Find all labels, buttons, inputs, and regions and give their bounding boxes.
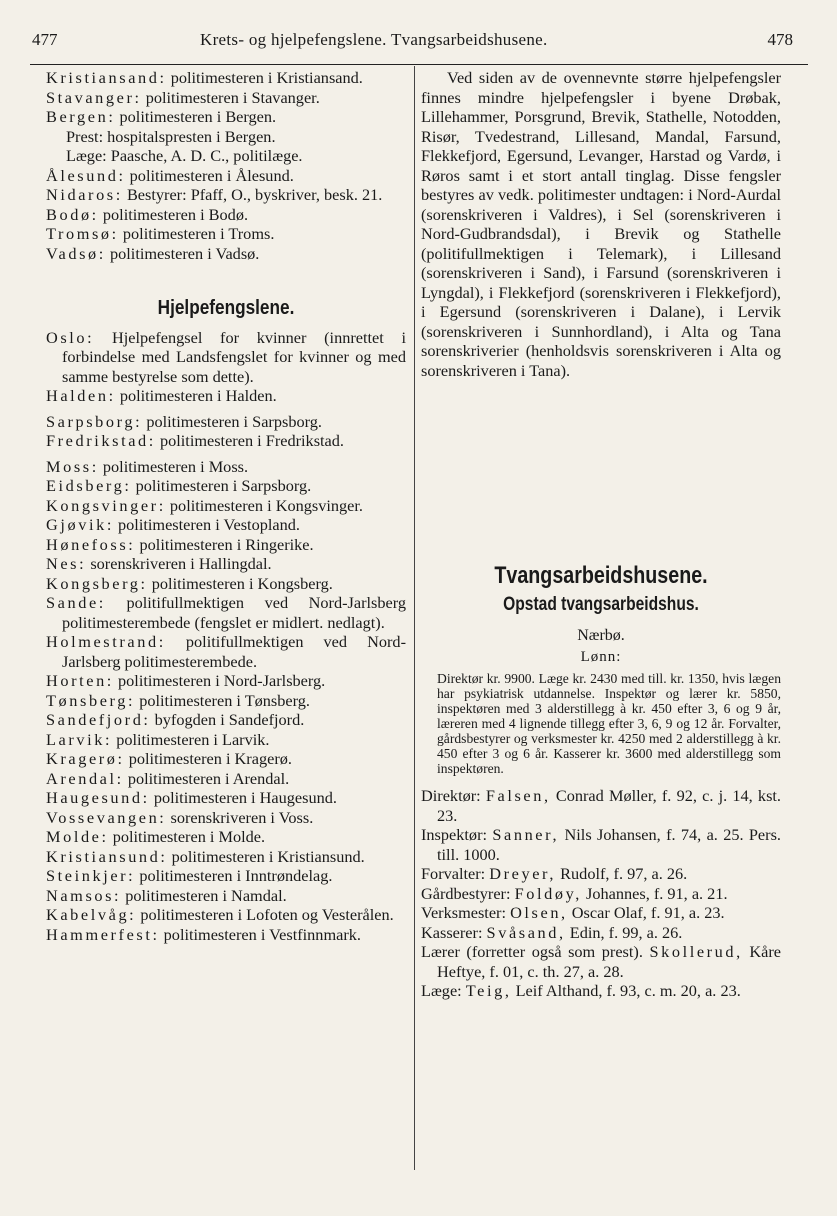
hjelpefengsler-paragraph: Ved siden av de ovennevnte større hjelpefengsler finnes mindre hjelpefengsler i byene Drøbak, Lillehammer, Porsgrund, Brevik, Stathelle, Notodden, Risør, Tvedestrand, Lillesand, Mandal, Farsund, Flekkefjord, Egersund, Levanger, Harstad og Vardø, i Røros samt i et stort antall tinglag. Disse fengsler bestyres av vedk. politimester undtagen: i Nord-Aurdal (sorenskriveren i Valdres), i Sel (sorenskriveren i Nord-Gudbrandsdal), i Brevik og Stathelle (politifullmektigen i Telemark), i Lillesand (sorenskriveren i Sand), i Farsund (sorenskriveren i Lyngdal), i Flekkefjord (sorenskriveren i Flekkefjord), i Egersund (sorenskriveren i Dalane), i Lervik (sorenskriveren i Sunnhordland), i Alta og Tana sorenskriverier (henholdsvis sorenskriveren i Alta og sorenskriveren i Tana). [421,68,781,380]
entry-text: politimesteren i Arendal. [123,768,290,788]
staff-role: Gårdbestyrer: [421,883,515,903]
staff-details: Oscar Olaf, f. 91, a. 23. [567,903,725,922]
running-title: Krets- og hjelpefengslene. Tvangsarbeidshusene. [200,30,548,49]
entry-text: politimesteren i Vadsø. [105,243,260,263]
list-item [46,386,406,406]
page-number-left: 477 [32,30,58,49]
list-item [46,808,406,828]
hjelpefengslene-heading: Hjelpefengslene. [157,297,295,319]
place-name: Arendal: [46,768,124,788]
list-item [46,691,406,711]
list-item [46,457,406,477]
place-name: Nidaros: [46,185,123,204]
entry-text: politimesteren i Ringerike. [135,534,314,554]
entry-text: politimesteren i Troms. [118,224,275,243]
list-item [46,574,406,594]
entry-text: politimesteren i Namdal. [121,885,287,905]
list-item [46,886,406,906]
hjelpefengsler-list [46,328,406,945]
entry-text: politimesteren i Kristiansund. [167,846,365,866]
staff-details: Edin, f. 99, a. 26. [565,922,683,942]
salary-text [421,671,781,776]
staff-entry [421,864,781,884]
place-name: Bodø: [46,204,99,224]
entry-text: politimesteren i Larvik. [112,729,270,749]
list-item [46,671,406,691]
list-item [46,905,406,925]
list-item [46,535,406,555]
list-item [46,788,406,808]
staff-surname: Dreyer, [489,864,557,883]
staff-surname: Teig, [465,981,512,1000]
place-name: Oslo: [46,327,95,347]
list-item [46,925,406,945]
staff-entry [421,903,781,923]
place-name: Tønsberg: [46,690,136,710]
list-item [46,68,406,88]
list-item [46,593,406,632]
entry-text: politimesteren i Sarpsborg. [131,476,312,495]
staff-role: Kasserer: [421,922,487,942]
entry-text: politimesteren i Halden. [115,386,277,405]
staff-list [421,786,781,1001]
staff-details: Leif Althand, f. 93, c. m. 20, a. 23. [511,981,741,1000]
staff-surname: Skollerud, [649,942,743,961]
place-name: Sarpsborg: [46,411,143,431]
column-divider [414,66,415,1170]
staff-surname: Falsen, [485,786,551,805]
place-name: Steinkjer: [46,866,136,885]
entry-text: politimesteren i Kragerø. [124,749,292,768]
kretsfengsler-list [46,68,406,263]
entry-text: Hjelpefengsel for kvinner (innrettet i forbindelse med Landsfengslet for kvinner og med samme bestyrelse som dette). [62,327,406,386]
entry-text: politimesteren i Bodø. [98,204,249,224]
list-item [46,749,406,769]
list-item [46,431,406,451]
staff-entry [421,884,781,904]
list-item [46,554,406,574]
list-item [46,127,406,147]
staff-role: Direktør: [421,786,486,805]
list-item [46,88,406,108]
entry-text: politimesteren i Molde. [108,827,266,846]
list-item [46,847,406,867]
list-item [46,866,406,886]
staff-entry [421,942,781,981]
place-name: Kongsvinger: [46,495,166,515]
entry-text: sorenskriveren i Hallingdal. [86,554,272,573]
staff-details: Conrad Møller, f. 92, c. j. 14, kst. 23. [437,786,781,825]
place-name: Vossevangen: [46,807,167,827]
staff-entry [421,825,781,864]
place-name: Haugesund: [46,788,150,807]
entry-text: politimesteren i Lofoten og Vesterålen. [136,905,394,924]
left-column [46,68,406,944]
staff-role: Verksmester: [421,903,511,922]
staff-entry [421,981,781,1001]
place-name: Kristiansund: [46,846,168,866]
staff-surname: Svåsand, [486,922,566,942]
entry-text: politimesteren i Kongsvinger. [165,495,363,515]
place-name: Moss: [46,456,99,476]
place-name: Bergen: [46,107,116,126]
entry-text: politimesteren i Vestfinnmark. [159,924,361,944]
lonn-label: Lønn: [580,648,622,665]
staff-details: Rudolf, f. 97, a. 26. [556,864,688,883]
right-column [421,68,781,1001]
place-name: Halden: [46,386,116,405]
place-name: Horten: [46,671,114,690]
place-name: Holmestrand: [46,632,166,651]
entry-text: politimesteren i Bergen. [115,107,277,126]
entry-text: politimesteren i Vestopland. [113,515,300,534]
place-name: Namsos: [46,885,122,905]
place-name: Kongsberg: [46,573,148,593]
page-number-right: 478 [767,30,793,49]
entry-text: politimesteren i Kongsberg. [147,573,333,593]
staff-surname: Olsen, [510,903,568,922]
staff-details: Nils Johansen, f. 74, a. 25. Pers. till. 1000. [437,825,781,864]
list-item [46,146,406,166]
list-item [46,205,406,225]
list-item [46,224,406,244]
entry-text: Læge: Paasche, A. D. C., politilæge. [66,146,303,165]
tvangsarbeidshusene-heading: Tvangsarbeidshusene. [494,562,708,589]
staff-surname: Foldøy, [514,883,582,903]
staff-details: Kåre Heftye, f. 01, c. th. 27, a. 28. [437,942,781,981]
place-name: Nes: [46,554,87,573]
list-item [46,769,406,789]
place-name: Kristiansand: [46,68,167,87]
place-name: Gjøvik: [46,515,114,534]
place-name: Eidsberg: [46,476,132,495]
place-name: Kabelvåg: [46,905,137,924]
list-item [46,827,406,847]
staff-details: Johannes, f. 91, a. 21. [581,883,728,903]
place-name: Ålesund: [46,165,126,185]
staff-role: Lærer (forretter også som prest). [421,942,650,961]
staff-entry [421,923,781,943]
place-name: Vadsø: [46,243,106,263]
staff-role: Inspektør: [421,825,493,844]
list-item [46,710,406,730]
list-item [46,412,406,432]
entry-text: politimesteren i Tønsberg. [135,690,310,710]
entry-text: sorenskriveren i Voss. [166,807,314,827]
entry-text: politimesteren i Sarpsborg. [142,411,322,431]
entry-text: politimesteren i Fredrikstad. [155,431,344,450]
entry-text: politimesteren i Stavanger. [141,87,320,107]
staff-surname: Sanner, [492,825,560,844]
salary-paragraph: Direktør kr. 9900. Læge kr. 2430 med till. kr. 1350, hvis lægen har psykiatrisk utdannelse. Inspektør og lærer kr. 5850, inspektøren med 3 alderstillegg à kr. 450 efter 3, 6 og 9 år, læreren med 4 lignende tillegg efter 3, 6, 9 og 12 år. Forvalter, gårdsbestyrer og verksmester kr. 4250 med 2 alderstillegg à kr. 450 efter 3 og 6 år. Kasserer kr. 3600 med alderstillegg som inspektøren. [437,671,781,776]
staff-role: Forvalter: [421,864,490,883]
place-name: Fredrikstad: [46,431,156,450]
opstad-heading: Opstad tvangsarbeidshus. [503,593,699,615]
header-rule [30,64,808,65]
entry-text: Prest: hospitalspresten i Bergen. [66,126,276,146]
list-item [46,107,406,127]
place-name: Larvik: [46,729,113,749]
entry-text: politimesteren i Kristiansand. [166,68,363,87]
entry-text: politimesteren i Ålesund. [125,165,294,185]
list-item [46,515,406,535]
entry-text: politimesteren i Inntrøndelag. [135,866,333,885]
list-item [46,166,406,186]
list-item [46,632,406,671]
entry-text: politifullmektigen ved Nord-Jarlsberg politimesterembede. [62,632,406,671]
list-item [46,244,406,264]
place-name: Hammerfest: [46,924,160,944]
place-name: Stavanger: [46,87,142,107]
staff-role: Læge: [421,981,466,1000]
place-name: Molde: [46,827,109,846]
place-name: Sande: [46,593,106,612]
staff-entry [421,786,781,825]
place-name: Kragerø: [46,749,125,768]
opstad-place: Nærbø. [577,627,625,644]
list-item [46,185,406,205]
entry-text: Bestyrer: Pfaff, O., byskriver, besk. 21. [122,185,383,204]
entry-text: politifullmektigen ved Nord-Jarlsberg politimesterembede (fengslet er midlert. nedlagt). [62,593,406,632]
list-item [46,496,406,516]
list-item [46,476,406,496]
place-name: Hønefoss: [46,534,136,554]
place-name: Tromsø: [46,224,119,243]
entry-text: politimesteren i Haugesund. [149,788,337,807]
list-item [46,328,406,387]
entry-text: politimesteren i Nord-Jarlsberg. [113,671,326,690]
place-name: Sandefjord: [46,710,151,729]
list-item [46,730,406,750]
entry-text: politimesteren i Moss. [98,456,249,476]
entry-text: byfogden i Sandefjord. [150,710,305,729]
